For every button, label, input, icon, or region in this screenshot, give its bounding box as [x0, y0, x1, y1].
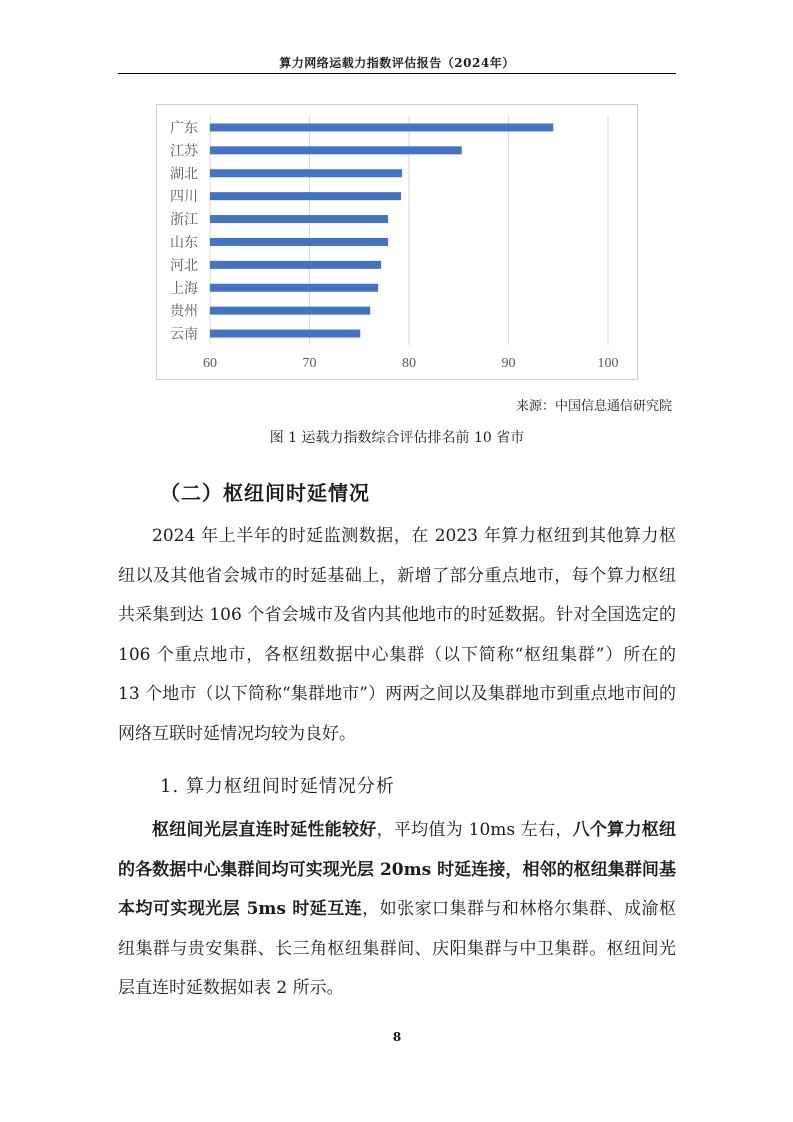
bar — [210, 238, 388, 246]
running-header: 算力网络运载力指数评估报告（2024年） — [279, 56, 515, 70]
paragraph-2 — [118, 811, 676, 1009]
paragraph-2-bold-1: 枢纽间光层直连时延性能较好 — [152, 820, 377, 840]
category-label: 广东 — [170, 120, 198, 137]
category-label: 山东 — [170, 234, 198, 251]
category-label: 贵州 — [170, 303, 198, 320]
subsection-title: 1. 算力枢纽间时延情况分析 — [160, 776, 395, 797]
bar — [210, 123, 553, 131]
page-number: 8 — [392, 1030, 402, 1044]
bar — [210, 307, 370, 315]
category-label: 四川 — [170, 189, 198, 206]
section-title: （二）枢纽间时延情况 — [160, 481, 370, 505]
category-label: 江苏 — [170, 143, 198, 160]
header-rule — [118, 73, 676, 74]
category-label: 云南 — [170, 326, 198, 343]
bar — [210, 284, 378, 292]
category-label: 湖北 — [170, 166, 198, 183]
category-label: 浙江 — [170, 212, 198, 229]
paragraph-2-text-1: ，平均值为 10ms 左右， — [376, 820, 573, 840]
x-tick-label: 100 — [597, 356, 619, 371]
x-tick-label: 80 — [402, 356, 416, 371]
x-tick-label: 70 — [302, 356, 317, 371]
paragraph-2-text-2: ，如张家口集群与和林格尔集群、成渝枢纽集群与贵安集群、长三角枢纽集群间、庆阳集群与中卫集群。枢纽间光层直连时延数据如表 2 所示。 — [118, 899, 677, 998]
bar — [210, 261, 381, 269]
bar — [210, 146, 462, 154]
x-tick-label: 60 — [203, 356, 217, 371]
category-label: 上海 — [170, 280, 198, 297]
bar — [210, 192, 401, 200]
bar-chart — [156, 104, 638, 380]
x-tick-label: 90 — [501, 356, 516, 371]
chart-source: 来源：中国信息通信研究院 — [515, 399, 672, 414]
category-label: 河北 — [170, 257, 198, 274]
figure-caption: 图 1 运载力指数综合评估排名前 10 省市 — [269, 430, 525, 446]
paragraph-1: 2024 年上半年的时延监测数据，在 2023 年算力枢纽到其他算力枢纽以及其他省会城市的时延基础上，新增了部分重点地市，每个算力枢纽共采集到达 106 个省会城市及省内其他地市的时延数据。针对全国选定的 106 个重点地市，各枢纽数据中心集群（以下简称“枢纽集群”）所在的 13 个地市（以下简称“集群地市”）两两之间以及集群地市到重点地市间的网络互联时延情况均较为良好。 — [118, 526, 676, 744]
bar — [210, 215, 388, 223]
bar-chart-svg — [157, 105, 637, 379]
paragraph-2-bold-2: 八个算力枢纽的各数据中心集群间均可实现光层 20ms 时延连接，相邻的枢纽集群间基本均可实现光层 5ms 时延互连 — [118, 820, 677, 919]
bar — [210, 169, 402, 177]
bar — [210, 330, 360, 338]
